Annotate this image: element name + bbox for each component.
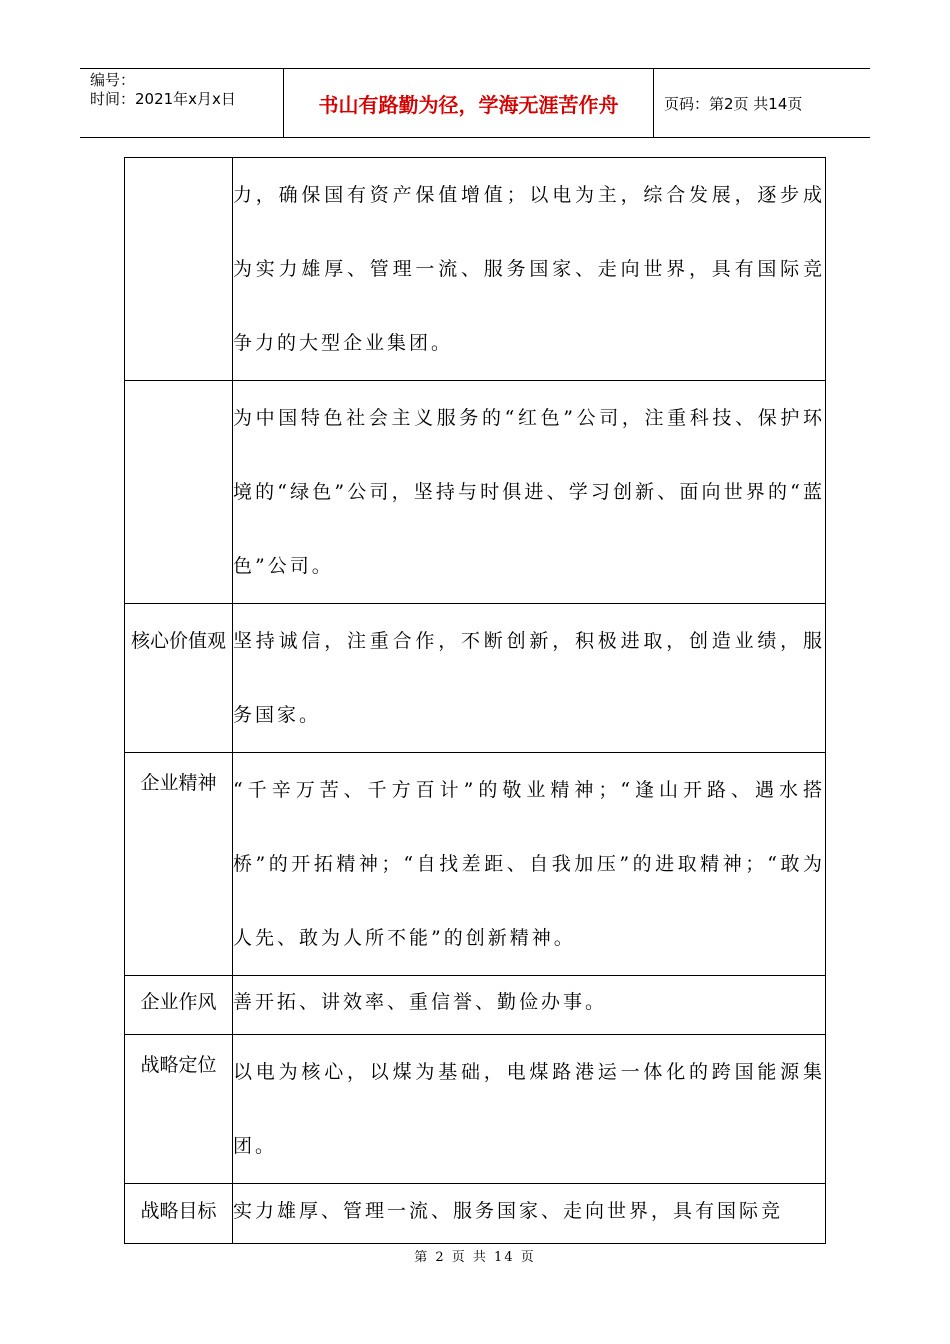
table-row [125,1035,826,1184]
document-number: 编号： [90,71,136,89]
header-page-info: 页码：第2页 共14页 [664,94,803,113]
row-label: 战略定位 [125,1035,233,1184]
page-header [80,68,870,138]
row-text: 实力雄厚、管理一流、服务国家、走向世界，具有国际竞 [233,1184,826,1244]
row-text: 为中国特色社会主义服务的“红色”公司，注重科技、保护环境的“绿色”公司，坚持与时俱进、学习创新、面向世界的“蓝色”公司。 [233,381,826,604]
row-label: 企业精神 [125,753,233,976]
row-text: 力，确保国有资产保值增值；以电为主，综合发展，逐步成为实力雄厚、管理一流、服务国家、走向世界，具有国际竞争力的大型企业集团。 [233,158,826,381]
table-row [125,604,826,753]
table-row [125,1184,826,1244]
row-text: “千辛万苦、千方百计”的敬业精神；“逢山开路、遇水搭桥”的开拓精神；“自找差距、自我加压”的进取精神；“敢为人先、敢为人所不能”的创新精神。 [233,753,826,976]
row-text: 坚持诚信，注重合作，不断创新，积极进取，创造业绩，服务国家。 [233,604,826,753]
row-label [125,158,233,381]
row-label: 核心价值观 [125,604,233,753]
header-meta [80,69,284,137]
table-row [125,753,826,976]
table-row [125,976,826,1035]
row-text: 以电为核心，以煤为基础，电煤路港运一体化的跨国能源集团。 [233,1035,826,1184]
row-text: 善开拓、讲效率、重信誉、勤俭办事。 [233,976,826,1035]
header-motto: 书山有路勤为径，学海无涯苦作舟 [284,69,654,137]
row-label: 企业作风 [125,976,233,1035]
table-row [125,381,826,604]
page-footer: 第 2 页 共 14 页 [414,1250,536,1265]
culture-table [124,157,826,1244]
document-time: 时间：2021年x月x日 [90,90,236,108]
row-label [125,381,233,604]
row-label: 战略目标 [125,1184,233,1244]
table-row [125,158,826,381]
